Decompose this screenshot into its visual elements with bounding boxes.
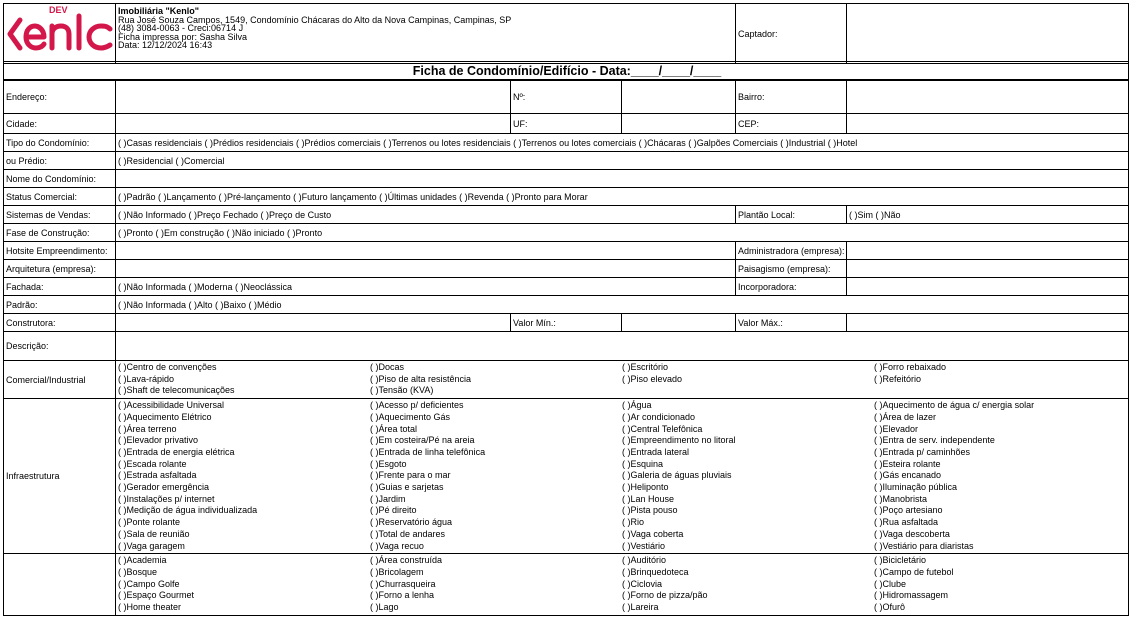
checkbox-option[interactable]: ( )Acesso p/ deficientes	[370, 400, 464, 411]
checkbox-option[interactable]: ( )Espaço Gourmet	[118, 590, 195, 601]
checkbox-option[interactable]: ( )Refeitório	[874, 373, 922, 384]
paisagismo-label: Paisagismo (empresa):	[736, 260, 847, 278]
infraestrutura-options	[116, 399, 1129, 554]
checkbox-option[interactable]: ( )Pista pouso	[622, 505, 678, 516]
checkbox-option[interactable]: ( )Área total	[370, 423, 418, 434]
ou-predio-label: ou Prédio:	[4, 152, 116, 170]
incorporadora-label: Incorporadora:	[736, 278, 847, 296]
descricao-value[interactable]	[116, 332, 1129, 361]
checkbox-option[interactable]: ( )Central Telefônica	[622, 423, 703, 434]
checkbox-option[interactable]: ( )Ofurô	[874, 602, 906, 613]
checkbox-option[interactable]: ( )Centro de convenções	[118, 362, 217, 372]
checkbox-option[interactable]	[874, 385, 1126, 397]
checkbox-option[interactable]: ( )Entrada lateral	[622, 446, 690, 457]
plantao-local-label: Plantão Local:	[736, 206, 847, 224]
checkbox-option[interactable]: ( )Total de andares	[370, 528, 446, 539]
valor-min-value[interactable]	[622, 314, 736, 332]
checkbox-option[interactable]: ( )Bicicletário	[874, 555, 927, 566]
checkbox-option[interactable]: ( )Aquecimento Gás	[370, 411, 451, 422]
paisagismo-value[interactable]	[847, 260, 1129, 278]
arquitetura-label: Arquitetura (empresa):	[4, 260, 116, 278]
checkbox-option[interactable]: ( )Elevador	[874, 423, 919, 434]
checkbox-option[interactable]	[622, 385, 874, 397]
checkbox-option[interactable]: ( )Ar condicionado	[622, 411, 696, 422]
checkbox-option[interactable]: ( )Gás encanado	[874, 470, 942, 481]
company-name: Imobiliária "Kenlo"	[118, 6, 200, 16]
checkbox-option[interactable]: ( )Piso elevado	[622, 373, 683, 384]
checkbox-option[interactable]: ( )Guias e sarjetas	[370, 482, 444, 493]
checkbox-option[interactable]: ( )Entrada de energia elétrica	[118, 446, 235, 457]
checkbox-option[interactable]: ( )Tensão (KVA)	[370, 385, 434, 396]
nome-condominio-label: Nome do Condomínio:	[4, 170, 116, 188]
company-phone: (48) 3084-0063 - Creci:06714 J	[118, 23, 244, 33]
checkbox-option[interactable]: ( )Lareira	[622, 602, 659, 613]
valor-min-label: Valor Mín.:	[511, 314, 622, 332]
form-body	[3, 80, 1129, 616]
checkbox-option[interactable]: ( )Clube	[874, 578, 907, 589]
checkbox-option[interactable]: ( )Escritório	[622, 362, 669, 372]
checkbox-option[interactable]: ( )Aquecimento de água c/ energia solar	[874, 400, 1035, 411]
administradora-label: Administradora (empresa):	[736, 242, 847, 260]
logo-cell	[4, 4, 116, 64]
captador-label: Captador:	[736, 4, 847, 64]
nome-condominio-value[interactable]	[116, 170, 1129, 188]
uf-value[interactable]	[622, 114, 736, 134]
checkbox-option[interactable]: ( )Estrada asfaltada	[118, 470, 197, 481]
cidade-value[interactable]	[116, 114, 511, 134]
checkbox-option[interactable]: ( )Rio	[622, 517, 644, 528]
form-title: Ficha de Condomínio/Edifício - Data:____/____/____	[4, 62, 1129, 80]
valor-max-value[interactable]	[847, 314, 1129, 332]
checkbox-option[interactable]: ( )Iluminação pública	[874, 482, 958, 493]
checkbox-option[interactable]: ( )Vaga recuo	[370, 540, 424, 551]
administradora-value[interactable]	[847, 242, 1129, 260]
checkbox-option[interactable]: ( )Rua asfaltada	[874, 517, 939, 528]
infraestrutura-grid	[118, 399, 1128, 553]
checkbox-option[interactable]: ( )Pé direito	[370, 505, 417, 516]
checkbox-option[interactable]: ( )Lago	[370, 602, 399, 613]
checkbox-option[interactable]: ( )Churrasqueira	[370, 578, 436, 589]
checkbox-option[interactable]: ( )Elevador privativo	[118, 435, 199, 446]
cidade-label: Cidade:	[4, 114, 116, 134]
comercial-industrial-options	[116, 361, 1129, 399]
checkbox-option[interactable]: ( )Home theater	[118, 602, 182, 613]
ou-predio-options[interactable]: ( )Residencial ( )Comercial	[116, 152, 1129, 170]
tipo-condominio-label: Tipo do Condomínio:	[4, 134, 116, 152]
checkbox-option[interactable]: ( )Vaga descoberta	[874, 528, 950, 539]
captador-value[interactable]	[847, 4, 1129, 64]
endereco-value[interactable]	[116, 81, 511, 114]
checkbox-option[interactable]: ( )Bricolagem	[370, 566, 424, 577]
checkbox-option[interactable]: ( )Esquina	[622, 458, 664, 469]
checkbox-option[interactable]: ( )Academia	[118, 555, 167, 566]
checkbox-option[interactable]: ( )Forno a lenha	[370, 590, 435, 601]
checkbox-option[interactable]: ( )Campo de futebol	[874, 566, 954, 577]
checkbox-option[interactable]: ( )Lan House	[622, 493, 675, 504]
checkbox-option[interactable]: ( )Gerador emergência	[118, 482, 210, 493]
checkbox-option[interactable]: ( )Esgoto	[370, 458, 407, 469]
checkbox-option[interactable]: ( )Poço artesiano	[874, 505, 943, 516]
checkbox-option[interactable]: ( )Água	[622, 400, 652, 411]
checkbox-option[interactable]: ( )Frente para o mar	[370, 470, 451, 481]
cep-label: CEP:	[736, 114, 847, 134]
endereco-label: Endereço:	[4, 81, 116, 114]
checkbox-option[interactable]: ( )Área construída	[370, 555, 443, 566]
checkbox-option[interactable]: ( )Ciclovia	[622, 578, 663, 589]
checkbox-option[interactable]: ( )Empreendimento no litoral	[622, 435, 736, 446]
kenlo-logo	[6, 12, 116, 56]
checkbox-option[interactable]: ( )Forno de pizza/pão	[622, 590, 708, 601]
checkbox-option[interactable]: ( )Shaft de telecomunicações	[118, 385, 235, 396]
checkbox-option[interactable]: ( )Heliponto	[622, 482, 669, 493]
checkbox-option[interactable]: ( )Entrada de linha telefônica	[370, 446, 486, 457]
numero-value[interactable]	[622, 81, 736, 114]
status-comercial-label: Status Comercial:	[4, 188, 116, 206]
checkbox-option[interactable]: ( )Entra de serv. independente	[874, 435, 995, 446]
bairro-value[interactable]	[847, 81, 1129, 114]
checkbox-option[interactable]: ( )Forro rebaixado	[874, 362, 947, 372]
lazer-label	[4, 554, 116, 616]
checkbox-option[interactable]: ( )Bosque	[118, 566, 158, 577]
checkbox-option[interactable]: ( )Hidromassagem	[874, 590, 949, 601]
padrao-label: Padrão:	[4, 296, 116, 314]
checkbox-option[interactable]: ( )Manobrista	[874, 493, 928, 504]
cep-value[interactable]	[847, 114, 1129, 134]
bairro-label: Bairro:	[736, 81, 847, 114]
checkbox-option[interactable]: ( )Vaga coberta	[622, 528, 684, 539]
checkbox-option[interactable]: ( )Em costeira/Pé na areia	[370, 435, 475, 446]
checkbox-option[interactable]: ( )Medição de água individualizada	[118, 505, 258, 516]
checkbox-option[interactable]: ( )Área de lazer	[874, 411, 937, 422]
arquitetura-value[interactable]	[116, 260, 736, 278]
sistemas-vendas-label: Sistemas de Vendas:	[4, 206, 116, 224]
infraestrutura-label: Infraestrutura	[4, 399, 116, 554]
company-info	[116, 4, 736, 64]
construtora-value[interactable]	[116, 314, 511, 332]
comercial-industrial-grid	[118, 361, 1128, 398]
checkbox-option[interactable]: ( )Brinquedoteca	[622, 566, 689, 577]
plantao-local-options[interactable]: ( )Sim ( )Não	[847, 206, 1129, 224]
padrao-options[interactable]: ( )Não Informada ( )Alto ( )Baixo ( )Médio	[116, 296, 1129, 314]
logo-dev-badge: DEV	[49, 5, 68, 15]
checkbox-option[interactable]: ( )Área terreno	[118, 423, 177, 434]
fachada-label: Fachada:	[4, 278, 116, 296]
construtora-label: Construtora:	[4, 314, 116, 332]
hotsite-value[interactable]	[116, 242, 736, 260]
form-title-table	[3, 61, 1129, 80]
print-date: Data: 12/12/2024 16:43	[118, 40, 213, 50]
checkbox-option[interactable]: ( )Esteira rolante	[874, 458, 941, 469]
checkbox-option[interactable]: ( )Jardim	[370, 493, 406, 504]
company-address: Rua José Souza Campos, 1549, Condomínio Chácaras do Alto da Nova Campinas, Campinas, SP	[118, 14, 512, 25]
printed-by: Ficha impressa por: Sasha Silva	[118, 31, 248, 42]
form-header	[3, 3, 1129, 64]
checkbox-option[interactable]: ( )Lava-rápido	[118, 373, 175, 384]
checkbox-option[interactable]: ( )Ponte rolante	[118, 517, 181, 528]
checkbox-option[interactable]: ( )Auditório	[622, 555, 667, 566]
numero-label: Nº:	[511, 81, 622, 114]
sistemas-vendas-options[interactable]: ( )Não Informado ( )Preço Fechado ( )Preço de Custo	[116, 206, 736, 224]
checkbox-option[interactable]: ( )Vestiário	[622, 540, 666, 551]
checkbox-option[interactable]: ( )Escada rolante	[118, 458, 187, 469]
incorporadora-value[interactable]	[847, 278, 1129, 296]
status-comercial-options[interactable]: ( )Padrão ( )Lançamento ( )Pré-lançamento ( )Futuro lançamento ( )Últimas unidades ( )Revenda ( )Pronto para Morar	[116, 188, 1129, 206]
checkbox-option[interactable]: ( )Entrada p/ caminhões	[874, 446, 971, 457]
checkbox-option[interactable]: ( )Galeria de águas pluviais	[622, 470, 732, 481]
checkbox-option[interactable]: ( )Vaga garagem	[118, 540, 185, 551]
checkbox-option[interactable]: ( )Instalações p/ internet	[118, 493, 215, 504]
checkbox-option[interactable]: ( )Campo Golfe	[118, 578, 180, 589]
fase-construcao-label: Fase de Construção:	[4, 224, 116, 242]
lazer-grid	[118, 554, 1128, 615]
tipo-condominio-options[interactable]: ( )Casas residenciais ( )Prédios residenciais ( )Prédios comerciais ( )Terrenos ou lotes residenciais ( )Terrenos ou lotes comerciais ( )Chácaras ( )Galpões Comerciais ( )Industrial ( )Hotel	[116, 134, 1129, 152]
comercial-industrial-label: Comercial/Industrial	[4, 361, 116, 399]
checkbox-option[interactable]: ( )Reservatório água	[370, 517, 453, 528]
checkbox-option[interactable]: ( )Piso de alta resistência	[370, 373, 472, 384]
descricao-label: Descrição:	[4, 332, 116, 361]
fase-construcao-options[interactable]: ( )Pronto ( )Em construção ( )Não iniciado ( )Pronto	[116, 224, 1129, 242]
checkbox-option[interactable]: ( )Acessibilidade Universal	[118, 400, 225, 411]
fachada-options[interactable]: ( )Não Informada ( )Moderna ( )Neoclássica	[116, 278, 736, 296]
lazer-options	[116, 554, 1129, 616]
checkbox-option[interactable]: ( )Vestiário para diaristas	[874, 540, 974, 551]
checkbox-option[interactable]: ( )Docas	[370, 362, 405, 372]
hotsite-label: Hotsite Empreendimento:	[4, 242, 116, 260]
checkbox-option[interactable]: ( )Sala de reunião	[118, 528, 190, 539]
checkbox-option[interactable]: ( )Aquecimento Elétrico	[118, 411, 212, 422]
valor-max-label: Valor Máx.:	[736, 314, 847, 332]
uf-label: UF:	[511, 114, 622, 134]
